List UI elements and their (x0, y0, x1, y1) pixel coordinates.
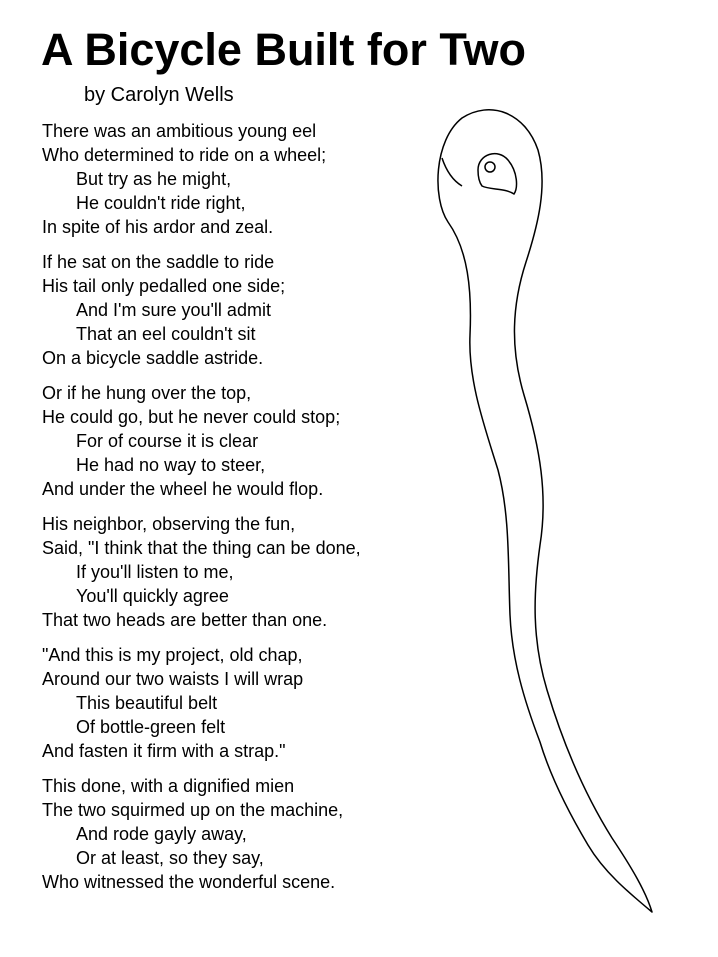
poem-line: He couldn't ride right, (76, 193, 246, 213)
poem-line: On a bicycle saddle astride. (42, 348, 264, 368)
poem-line: And rode gayly away, (76, 824, 247, 844)
poem-line: But try as he might, (76, 169, 232, 189)
poem-line: Said, "I think that the thing can be done, (42, 538, 361, 558)
poem-line: Or at least, so they say, (76, 848, 264, 868)
poem-line: That two heads are better than one. (42, 610, 328, 630)
stanza-6 (42, 774, 422, 894)
eel-body-outline (438, 110, 652, 912)
poem-line: Who determined to ride on a wheel; (42, 145, 327, 165)
poem-line: The two squirmed up on the machine, (42, 800, 344, 820)
poem-line: And I'm sure you'll admit (76, 300, 271, 320)
poem-body (42, 119, 422, 905)
poem-line: He could go, but he never could stop; (42, 407, 341, 427)
eel-pupil (485, 162, 495, 172)
poem-line: This beautiful belt (76, 693, 218, 713)
stanza-3 (42, 381, 422, 501)
author-byline: by Carolyn Wells (84, 84, 234, 106)
poem-line: His tail only pedalled one side; (42, 276, 286, 296)
poem-line: Of bottle-green felt (76, 717, 226, 737)
poem-line: If you'll listen to me, (76, 562, 234, 582)
poem-line: And under the wheel he would flop. (42, 479, 324, 499)
stanza-2 (42, 250, 422, 370)
poem-line: Or if he hung over the top, (42, 383, 252, 403)
poem-line: And fasten it firm with a strap." (42, 741, 286, 761)
stanza-4 (42, 512, 422, 632)
poem-line: Around our two waists I will wrap (42, 669, 304, 689)
poem-line: This done, with a dignified mien (42, 776, 295, 796)
page-title: A Bicycle Built for Two (41, 24, 527, 75)
poem-line: He had no way to steer, (76, 455, 266, 475)
poem-line: His neighbor, observing the fun, (42, 514, 296, 534)
poem-line: You'll quickly agree (76, 586, 229, 606)
stanza-5 (42, 643, 422, 763)
stanza-1 (42, 119, 422, 239)
poem-line: If he sat on the saddle to ride (42, 252, 275, 272)
poem-line: There was an ambitious young eel (42, 121, 317, 141)
poem-line: "And this is my project, old chap, (42, 645, 303, 665)
poem-line: For of course it is clear (76, 431, 259, 451)
poem-line: In spite of his ardor and zeal. (42, 217, 274, 237)
eel-drawing-icon (420, 105, 680, 925)
poem-line: Who witnessed the wonderful scene. (42, 872, 336, 892)
poem-line: That an eel couldn't sit (76, 324, 256, 344)
